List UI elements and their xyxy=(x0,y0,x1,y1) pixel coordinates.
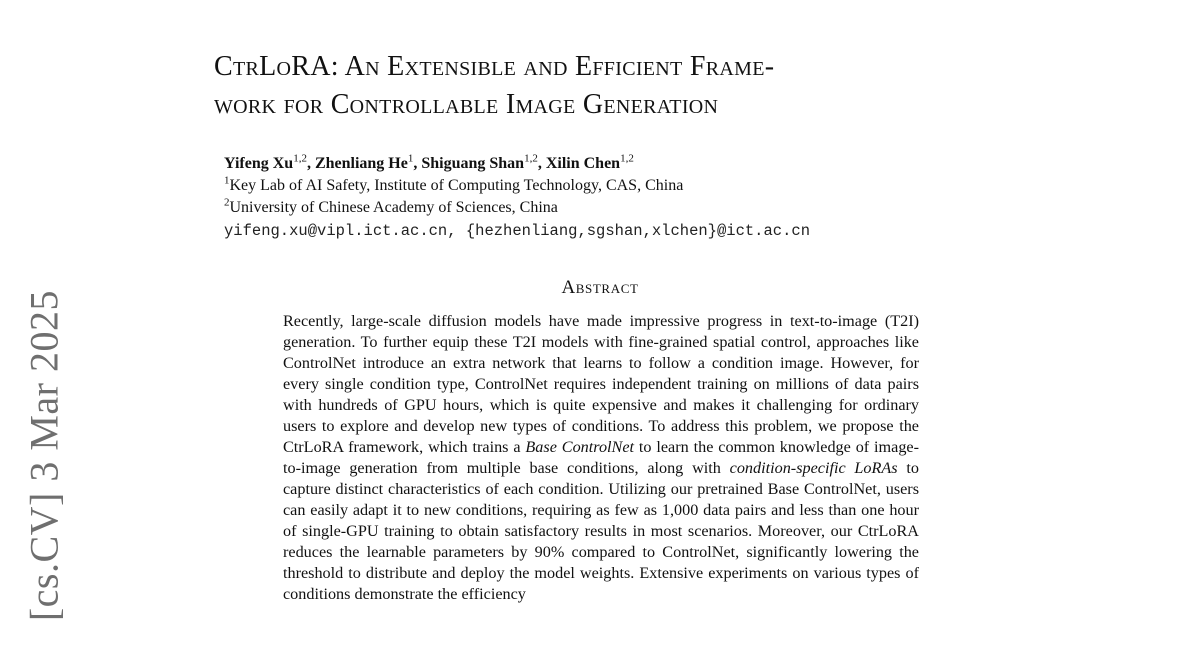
paper-title-line-2: work for Controllable Image Generation xyxy=(214,89,719,120)
author-affil-mark: 1 xyxy=(407,152,414,165)
author-affil-mark: 1,2 xyxy=(524,152,538,165)
author-name: Yifeng Xu xyxy=(224,155,294,172)
author-affil-mark: 1,2 xyxy=(620,152,634,165)
abstract-text-part-2: to learn the common knowledge of image-to-image generation from multiple base conditions, along with xyxy=(283,438,920,477)
abstract-body xyxy=(283,311,919,605)
author-block xyxy=(224,153,1024,242)
author-affil-mark: 1,2 xyxy=(293,152,307,165)
author-name: Xilin Chen xyxy=(545,155,621,172)
affiliation-text: Key Lab of AI Safety, Institute of Computing Technology, CAS, China xyxy=(229,177,684,194)
paper-title xyxy=(214,48,1034,124)
author-list: Yifeng Xu$^{1,2}$, Zhenliang He$^1$, Shiguang Shan$^{1,2}$, Xilin Chen$^{1,2}$ xyxy=(224,152,634,172)
abstract-heading: Abstract xyxy=(561,277,639,298)
paper-title-line-1: CtrLoRA: An Extensible and Efficient Frame- xyxy=(214,51,775,82)
author-name: Zhenliang He xyxy=(314,155,408,172)
affiliation-mark: 2 xyxy=(224,196,230,209)
affiliation-mark: 1 xyxy=(224,174,230,187)
abstract-text-part-3: to capture distinct characteristics of each condition. Utilizing our pretrained Base ControlNet, users can easily adapt it to new conditions, requiring as few as 1,000 data pairs and less than one hour of single-GPU training to obtain satisfactory results in most scenarios. Moreover, our CtrLoRA reduces the learnable parameters by 90% compared to ControlNet, significantly lowering the threshold to distribute and deploy the model weights. Extensive experiments on various types of conditions demonstrate the efficiency xyxy=(283,459,919,603)
author-emails: yifeng.xu@vipl.ict.ac.cn, {hezhenliang,sgshan,xlchen}@ict.ac.cn xyxy=(224,222,810,240)
arxiv-side-identifier xyxy=(14,290,74,648)
affiliation-1 xyxy=(224,175,1024,197)
arxiv-identifier-text: [cs.CV] 3 Mar 2025 xyxy=(21,290,67,622)
abstract-emphasis-base-controlnet: Base ControlNet xyxy=(525,438,635,456)
abstract-emphasis-condition-loras: condition-specific LoRAs xyxy=(729,459,898,477)
author-name: Shiguang Shan xyxy=(421,155,525,172)
affiliation-2 xyxy=(224,197,1024,219)
abstract-text-part-1: Recently, large-scale diffusion models have made impressive progress in text-to-image (T2I) generation. To further equip these T2I models with fine-grained spatial control, approaches like ControlNet introduce an extra network that learns to follow a condition image. However, for every single condition type, ControlNet requires independent training on millions of data pairs with hundreds of GPU hours, which is quite expensive and makes it challenging for ordinary users to explore and develop new types of conditions. To address this problem, we propose the CtrLoRA framework, which trains a xyxy=(283,312,919,456)
affiliation-text: University of Chinese Academy of Sciences, China xyxy=(229,199,558,216)
